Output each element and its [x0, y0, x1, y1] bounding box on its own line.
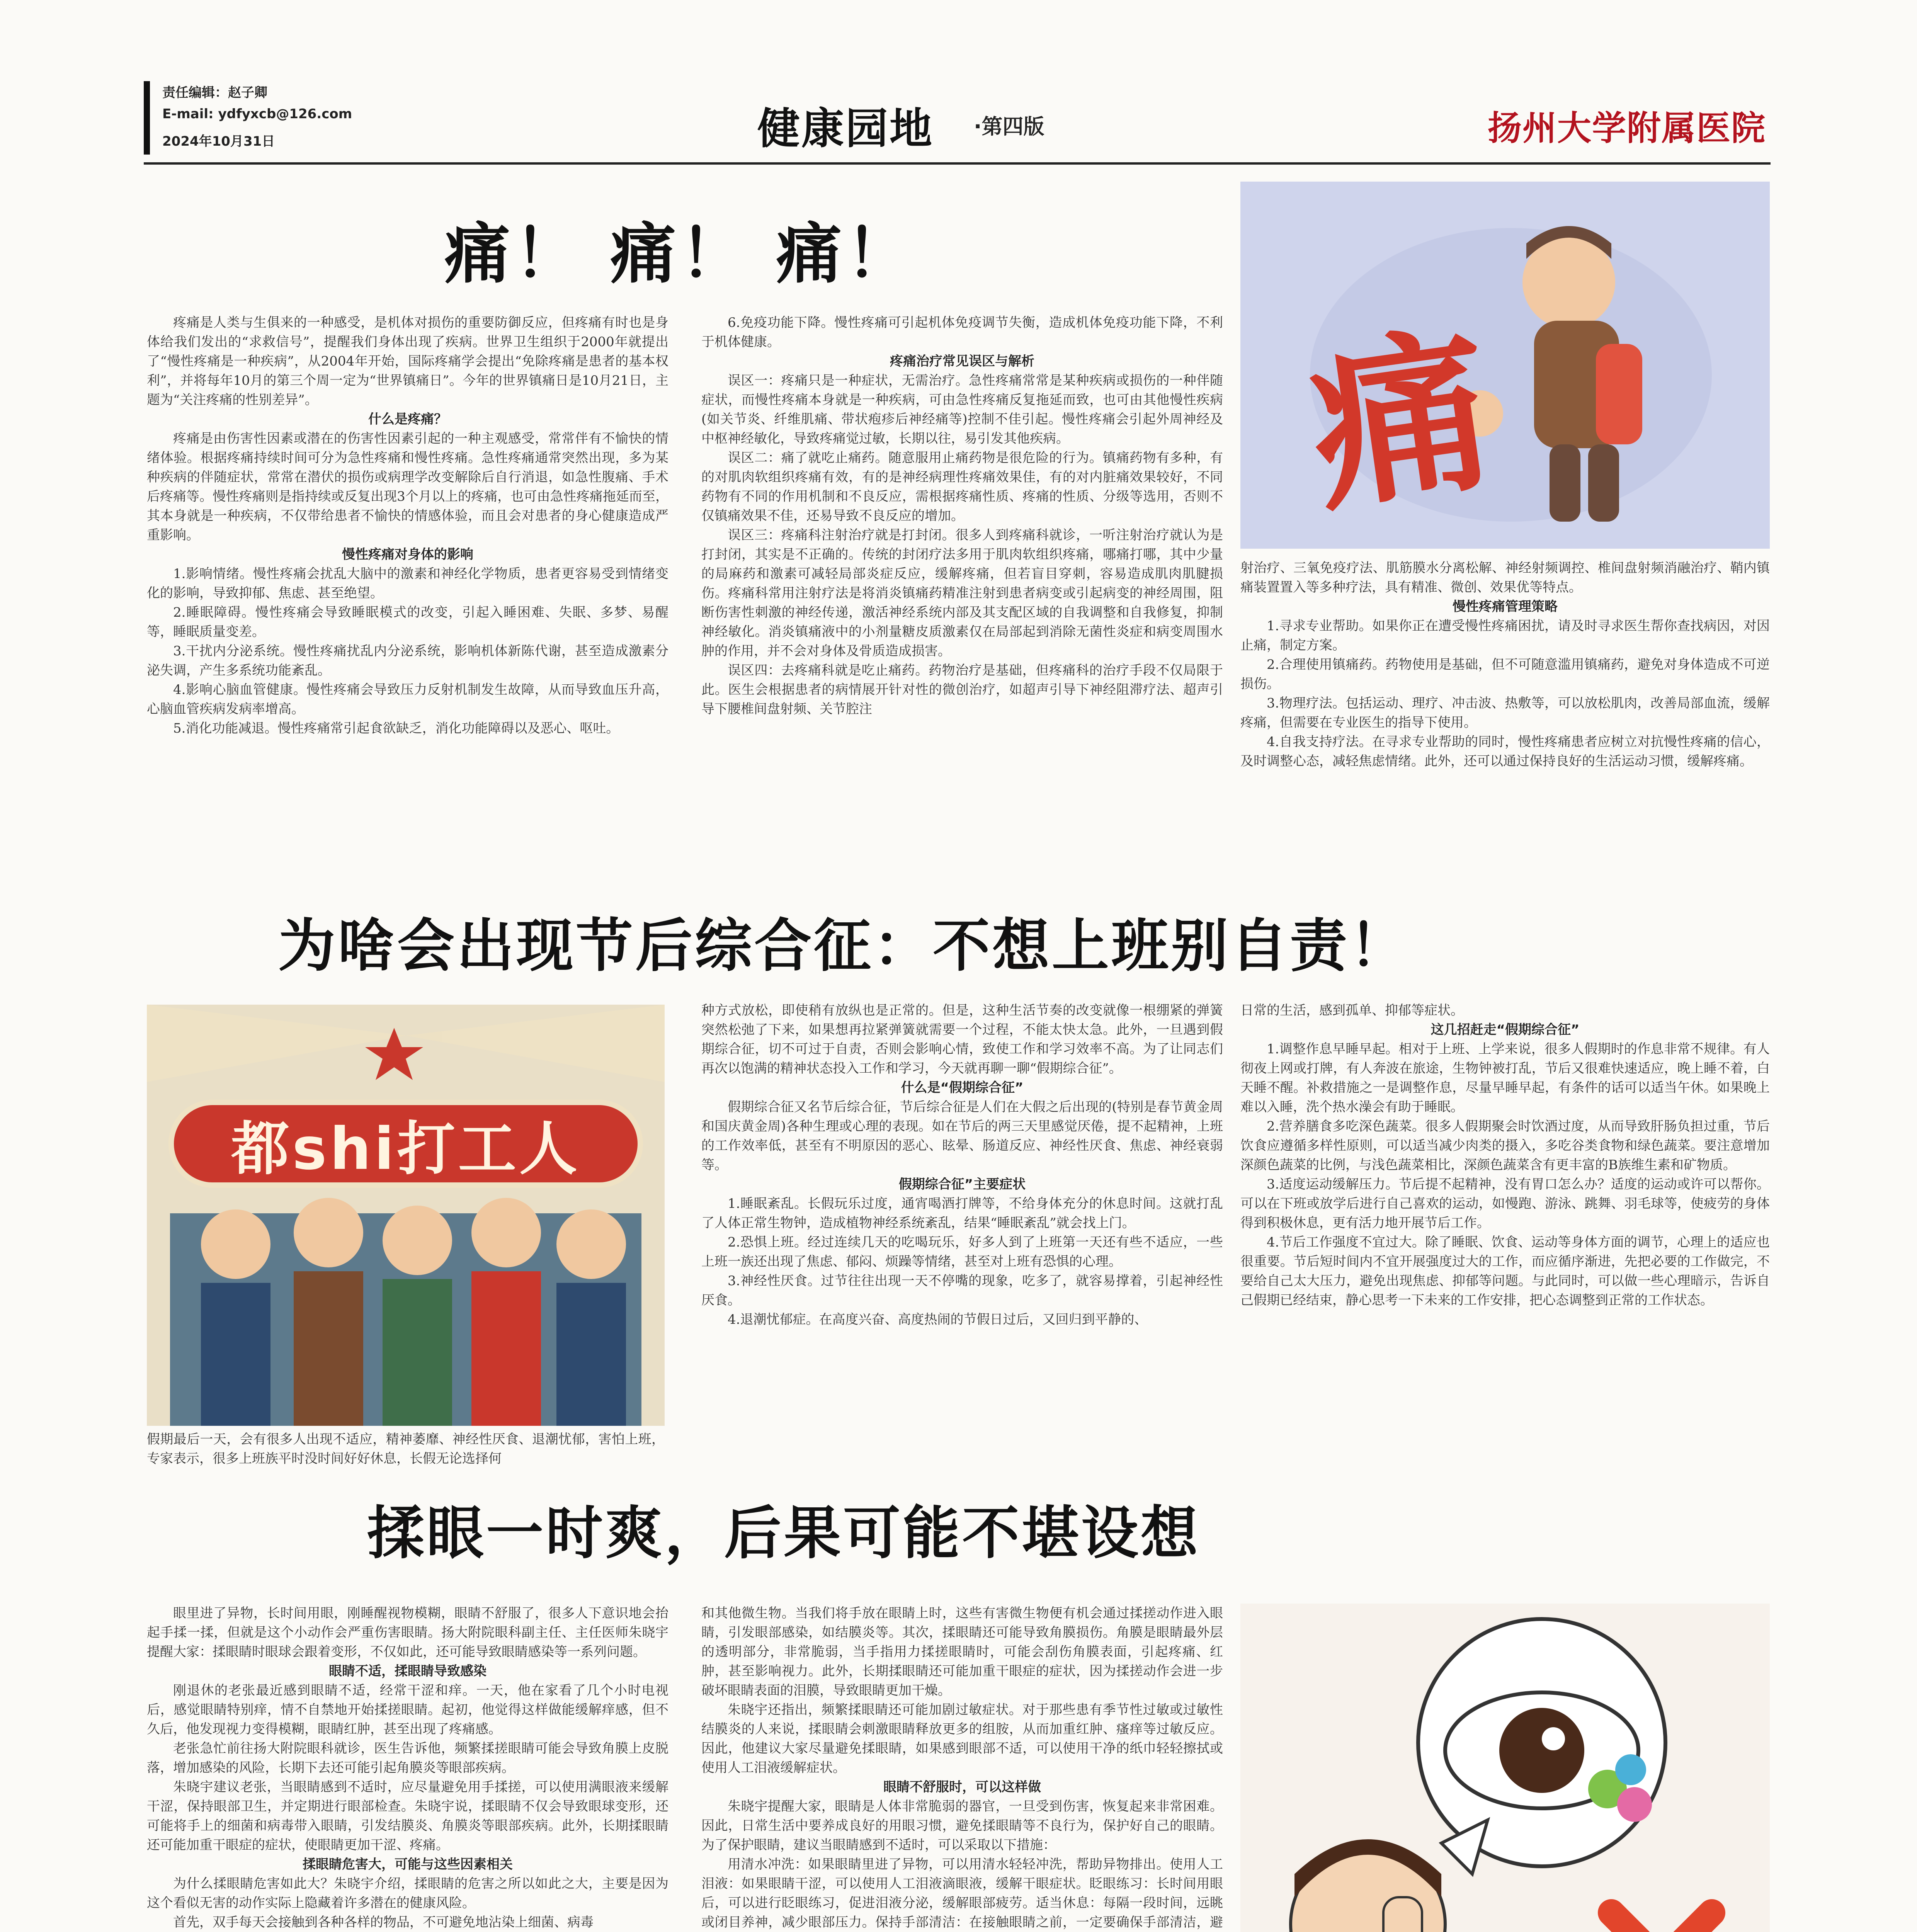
article3-col2	[701, 1604, 1223, 1932]
paragraph: 刚退休的老张最近感到眼睛不适，经常干涩和痒。一天，他在家看了几个小时电视后，感觉眼睛特别痒，情不自禁地开始揉搓眼睛。起初，他觉得这样做能缓解痒感，但不久后，他发现视力变得模糊，眼睛红肿，甚至出现了疼痛感。	[147, 1683, 668, 1737]
article2-col3	[1240, 1001, 1770, 1310]
paragraph: 朱晓宇建议老张，当眼睛感到不适时，应尽量避免用手揉搓，可以使用满眼液来缓解干涩，保持眼部卫生，并定期进行眼部检查。朱晓宇说，揉眼睛不仅会导致眼球变形，还可能将手上的细菌和病毒带入眼睛，引发结膜炎、角膜炎等眼部疾病。此外，长期揉眼睛还可能加重干眼症的症状，使眼睛更加干涩、疼痛。	[147, 1779, 668, 1853]
article1-col1	[147, 313, 668, 738]
paragraph: 2.营养膳食多吃深色蔬菜。很多人假期聚会时饮酒过度，从而导致肝肠负担过重，节后饮食应遵循多样性原则，可以适当减少肉类的摄入，多吃谷类食物和绿色蔬菜。要注意增加深颜色蔬菜的比例，与浅色蔬菜相比，深颜色蔬菜含有更丰富的B族维生素和矿物质。	[1240, 1119, 1770, 1173]
subheading: 假期综合征”主要症状	[898, 1177, 1026, 1192]
article2-title: 为啥会出现节后综合征：不想上班别自责！	[278, 913, 1409, 979]
paragraph: 1.睡眠紊乱。长假玩乐过度，通宵喝酒打牌等，不给身体充分的休息时间。这就打乱了人体正常生物钟，造成植物神经系统紊乱，结果“睡眠紊乱”就会找上门。	[701, 1196, 1223, 1231]
article3-title: 揉眼一时爽，后果可能不堪设想	[367, 1500, 1200, 1566]
pain-character: 痛	[1298, 306, 1504, 536]
paragraph: 眼里进了异物，长时间用眼，刚睡醒视物模糊，眼睛不舒服了，很多人下意识地会抬起手揉一揉，但就是这个小动作会严重伤害眼睛。扬大附院眼科副主任、主任医师朱晓宇提醒大家：揉眼睛时眼球会跟着变形，不仅如此，还可能导致眼睛感染等一系列问题。	[147, 1605, 668, 1660]
article2-caption	[147, 1430, 665, 1468]
paragraph: 6.免疫功能下降。慢性疼痛可引起机体免疫调节失衡，造成机体免疫功能下降，不利于机体健康。	[701, 315, 1223, 350]
pain-illustration	[1240, 182, 1770, 549]
article1-col3	[1240, 558, 1770, 771]
paragraph: 1.调整作息早睡早起。相对于上班、上学来说，很多人假期时的作息非常不规律。有人彻夜上网或打牌，有人奔波在旅途，生物钟被打乱，节后又很难快速适应，晚上睡不着，白天睡不醒。补救措施之一是调整作息，尽量早睡早起，有条件的话可以适当午休。如果晚上难以入睡，洗个热水澡会有助于睡眠。	[1240, 1041, 1770, 1115]
paragraph: 疼痛是由伤害性因素或潜在的伤害性因素引起的一种主观感受，常常伴有不愉快的情绪体验。根据疼痛持续时间可分为急性疼痛和慢性疼痛。急性疼痛通常突然出现，多为某种疾病的伴随症状，常常在潜伏的损伤或病理学改变解除后自行消退，如急性腹痛、手术后疼痛等。慢性疼痛则是指持续或反复出现3个月以上的疼痛，也可由急性疼痛拖延而至，其本身就是一种疾病，不仅带给患者不愉快的情感体验，而且会对患者的身心健康造成严重影响。	[147, 431, 668, 543]
subheading: 慢性疼痛对身体的影响	[342, 547, 473, 562]
article2-caption-text: 假期最后一天，会有很多人出现不适应，精神萎靡、神经性厌食、退潮忧郁，害怕上班，专家表示，很多上班族平时没时间好好休息，长假无论选择何	[147, 1432, 665, 1466]
paragraph: 2.恐惧上班。经过连续几天的吃喝玩乐，好多人到了上班第一天还有些不适应，一些上班一族还出现了焦虑、郁闷、烦躁等情绪，甚至对上班有恐惧的心理。	[701, 1235, 1223, 1269]
paragraph: 朱晓宇还指出，频繁揉眼睛还可能加剧过敏症状。对于那些患有季节性过敏或过敏性结膜炎的人来说，揉眼睛会刺激眼睛释放更多的组胺，从而加重红肿、瘙痒等过敏反应。因此，他建议大家尽量避免揉眼睛，如果感到眼部不适，可以使用干净的纸巾轻轻擦拭或使用人工泪液缓解症状。	[701, 1702, 1223, 1776]
article1-col2	[701, 313, 1223, 719]
paragraph: 1.寻求专业帮助。如果你正在遭受慢性疼痛困扰，请及时寻求医生帮你查找病因，对因止痛，制定方案。	[1240, 618, 1770, 653]
paragraph: 4.自我支持疗法。在寻求专业帮助的同时，慢性疼痛患者应树立对抗慢性疼痛的信心，及时调整心态，减轻焦虑情绪。此外，还可以通过保持良好的生活运动习惯，缓解疼痛。	[1240, 734, 1770, 769]
subheading: 什么是疼痛？	[368, 412, 447, 427]
paragraph: 4.节后工作强度不宜过大。除了睡眠、饮食、运动等身体方面的调节，心理上的适应也很重要。节后短时间内不宜开展强度过大的工作，而应循序渐进，先把必要的工作做完，不要给自己太大压力，避免出现焦虑、抑郁等问题。与此同时，可以做一些心理暗示，告诉自己假期已经结束，静心思考一下未来的工作安排，把心态调整到正常的工作状态。	[1240, 1235, 1770, 1308]
banner-ribbon	[174, 1105, 638, 1182]
eye-rubbing-illustration	[1240, 1604, 1770, 1932]
paragraph: 朱晓宇提醒大家，眼睛是人体非常脆弱的器官，一旦受到伤害，恢复起来非常困难。因此，日常生活中要养成良好的用眼习惯，避免揉眼睛等不良行为，保护好自己的眼睛。为了保护眼睛，建议当眼睛感到不适时，可以采取以下措施：	[701, 1799, 1223, 1853]
article2-col2	[701, 1001, 1223, 1329]
paragraph: 3.干扰内分泌系统。慢性疼痛扰乱内分泌系统，影响机体新陈代谢，甚至造成激素分泌失调，产生多系统功能紊乱。	[147, 643, 668, 678]
paragraph-continued: 种方式放松，即使稍有放纵也是正常的。但是，这种生活节奏的改变就像一根绷紧的弹簧突然松弛了下来，如果想再拉紧弹簧就需要一个过程，不能太快太急。此外，一旦遇到假期综合征，切不可过于自责，否则会影响心情，致使工作和学习效率不高。为了让同志们再次以饱满的精神状态投入工作和学习，今天就再聊一聊“假期综合征”。	[701, 1003, 1223, 1076]
header-date: 2024年10月31日	[162, 134, 275, 149]
header-rule	[144, 162, 1771, 165]
subheading: 眼睛不舒服时，可以这样做	[883, 1779, 1041, 1795]
paragraph: 疼痛是人类与生俱来的一种感受，是机体对损伤的重要防御反应，但疼痛有时也是身体给我们发出的“求救信号”，提醒我们身体出现了疾病。世界卫生组织于2000年就提出了“慢性疼痛是一种疾病”，从2004年开始，国际疼痛学会提出“免除疼痛是患者的基本权利”，并将每年10月的第三个周一定为“世界镇痛日”。今年的世界镇痛日是10月21日，主题为“关注疼痛的性别差异”。	[147, 315, 668, 408]
paragraph: 4.影响心脑血管健康。慢性疼痛会导致压力反射机制发生故障，从而导致血压升高，心脑血管疾病发病率增高。	[147, 682, 668, 717]
paragraph: 4.退潮忧郁症。在高度兴奋、高度热闹的节假日过后，又回归到平静的、	[728, 1312, 1148, 1327]
paragraph: 3.神经性厌食。过节往往出现一天不停嘴的现象，吃多了，就容易撑着，引起神经性厌食。	[701, 1273, 1223, 1308]
subheading: 这几招赶走“假期综合征”	[1431, 1022, 1580, 1037]
paragraph: 老张急忙前往扬大附院眼科就诊，医生告诉他，频繁揉搓眼睛可能会导致角膜上皮脱落，增加感染的风险，长期下去还可能引起角膜炎等眼部疾病。	[147, 1741, 668, 1776]
paragraph-continued: 日常的生活，感到孤单、抑郁等症状。	[1240, 1003, 1464, 1018]
paragraph-continued: 射治疗、三氧免疫疗法、肌筋膜水分离松解、神经射频调控、椎间盘射频消融治疗、鞘内镇痛装置置入等多种疗法，具有精准、微创、效果优等特点。	[1240, 560, 1770, 595]
paragraph: 为什么揉眼睛危害如此大？朱晓宇介绍，揉眼睛的危害之所以如此之大，主要是因为这个看似无害的动作实际上隐藏着许多潜在的健康风险。	[147, 1876, 668, 1911]
paragraph: 误区四：去疼痛科就是吃止痛药。药物治疗是基础，但疼痛科的治疗手段不仅局限于此。医生会根据患者的病情展开针对性的微创治疗，如超声引导下神经阻滞疗法、超声引导下腰椎间盘射频、关节腔注	[701, 663, 1223, 717]
paragraph: 3.物理疗法。包括运动、理疗、冲击波、热敷等，可以放松肌肉，改善局部血流，缓解疼痛，但需要在专业医生的指导下使用。	[1240, 696, 1770, 730]
subheading: 慢性疼痛管理策略	[1453, 599, 1558, 614]
edition-label: ·第四版	[974, 114, 1044, 139]
subheading: 什么是“假期综合征”	[901, 1080, 1024, 1095]
paragraph: 误区一：疼痛只是一种症状，无需治疗。急性疼痛常常是某种疾病或损伤的一种伴随症状，而慢性疼痛本身就是一种疾病，可由急性疼痛反复拖延而致，也可由其他慢性疾病(如关节炎、纤维肌痛、带状疱疹后神经痛等)控制不佳引起。慢性疼痛会引起外周神经及中枢神经敏化，导致疼痛觉过敏，长期以往，易引发其他疾病。	[701, 373, 1223, 446]
paragraph: 2.睡眠障碍。慢性疼痛会导致睡眠模式的改变，引起入睡困难、失眠、多梦、易醒等，睡眠质量变差。	[147, 605, 668, 639]
paragraph: 2.合理使用镇痛药。药物使用是基础，但不可随意滥用镇痛药，避免对身体造成不可逆损伤。	[1240, 657, 1770, 692]
paragraph: 1.影响情绪。慢性疼痛会扰乱大脑中的激素和神经化学物质，患者更容易受到情绪变化的影响，导致抑郁、焦虑、甚至绝望。	[147, 566, 668, 601]
subheading: 眼睛不适，揉眼睛导致感染	[329, 1663, 486, 1679]
article3-col1	[147, 1604, 668, 1932]
paragraph: 3.适度运动缓解压力。节后提不起精神，没有胃口怎么办？适度的运动或许可以帮你。可以在下班或放学后进行自己喜欢的运动，如慢跑、游泳、跳舞、羽毛球等，使疲劳的身体得到积极休息，更有活力地开展节后工作。	[1240, 1177, 1770, 1231]
paragraph: 5.消化功能减退。慢性疼痛常引起食欲缺乏，消化功能障碍以及恶心、呕吐。	[173, 721, 619, 736]
banner-text: 都shi打工人	[231, 1116, 580, 1183]
paragraph: 用清水冲洗：如果眼睛里进了异物，可以用清水轻轻冲洗，帮助异物排出。使用人工泪液：如果眼睛干涩，可以使用人工泪液滴眼液，缓解干眼症状。眨眼练习：长时间用眼后，可以进行眨眼练习，促进泪液分泌，缓解眼部疲劳。适当休息：每隔一段时间，远眺或闭目养神，减少眼部压力。保持手部清洁：在接触眼睛之前，一定要确保手部清洁，避	[701, 1857, 1223, 1930]
paragraph-continued: 和其他微生物。当我们将手放在眼睛上时，这些有害微生物便有机会通过揉搓动作进入眼睛，引发眼部感染，如结膜炎等。其次，揉眼睛还可能导致角膜损伤。角膜是眼睛最外层的透明部分，非常脆弱，当手指用力揉搓眼睛时，可能会刮伤角膜表面，引起疼痛、红肿，甚至影响视力。此外，长期揉眼睛还可能加重干眼症的症状，因为揉搓动作会进一步破坏眼睛表面的泪膜，导致眼睛更加干燥。	[701, 1605, 1223, 1698]
paragraph: 误区三：疼痛科注射治疗就是打封闭。很多人到疼痛科就诊，一听注射治疗就认为是打封闭，其实是不正确的。传统的封闭疗法多用于肌肉软组织疼痛，哪痛打哪，其中少量的局麻药和激素可减轻局部炎症反应，缓解疼痛，但若盲目穿刺，容易造成肌肉肌腱损伤。疼痛科常用注射疗法是将消炎镇痛药精准注射到患者病变或引起病变的神经周围，阻断伤害性刺激的神经传递，激活神经系统内部及其支配区域的自我调整和自我修复，抑制神经敏化。消炎镇痛液中的小剂量糖皮质激素仅在局部起到消除无菌性炎症和病变周围水肿的作用，并不会对身体及骨质造成损害。	[701, 527, 1223, 659]
paragraph: 假期综合征又名节后综合征，节后综合征是人们在大假之后出现的(特别是春节黄金周和国庆黄金周)各种生理或心理的表现。如在节后的两三天里感觉厌倦，提不起精神，上班的工作效率低，甚至有不明原因的恶心、眩晕、肠道反应、神经性厌食、焦虑、神经衰弱等。	[701, 1099, 1223, 1173]
worker-illustration	[147, 1005, 665, 1426]
hospital-logo-text: 扬州大学附属医院	[1488, 108, 1766, 148]
header-editor: 责任编辑：赵子卿	[162, 85, 267, 100]
header-email: E-mail: ydfyxcb@126.com	[162, 106, 352, 122]
subheading: 揉眼睛危害大，可能与这些因素相关	[303, 1857, 513, 1872]
subheading: 疼痛治疗常见误区与解析	[890, 354, 1034, 369]
article1-title: 痛！ 痛！ 痛！	[444, 216, 915, 293]
paragraph: 首先，双手每天会接触到各种各样的物品，不可避免地沾染上细菌、病毒	[173, 1915, 594, 1930]
header-bar	[144, 81, 150, 155]
section-title: 健康园地	[757, 104, 934, 153]
paragraph: 误区二：痛了就吃止痛药。随意服用止痛药物是很危险的行为。镇痛药物有多种，有的对肌肉软组织疼痛有效，有的是神经病理性疼痛效果佳，有的对内脏痛效果较好，不同药物有不同的作用机制和不良反应，需根据疼痛性质、疼痛的性质、分级等选用，否则不仅镇痛效果不佳，还易导致不良反应的增加。	[701, 450, 1223, 524]
